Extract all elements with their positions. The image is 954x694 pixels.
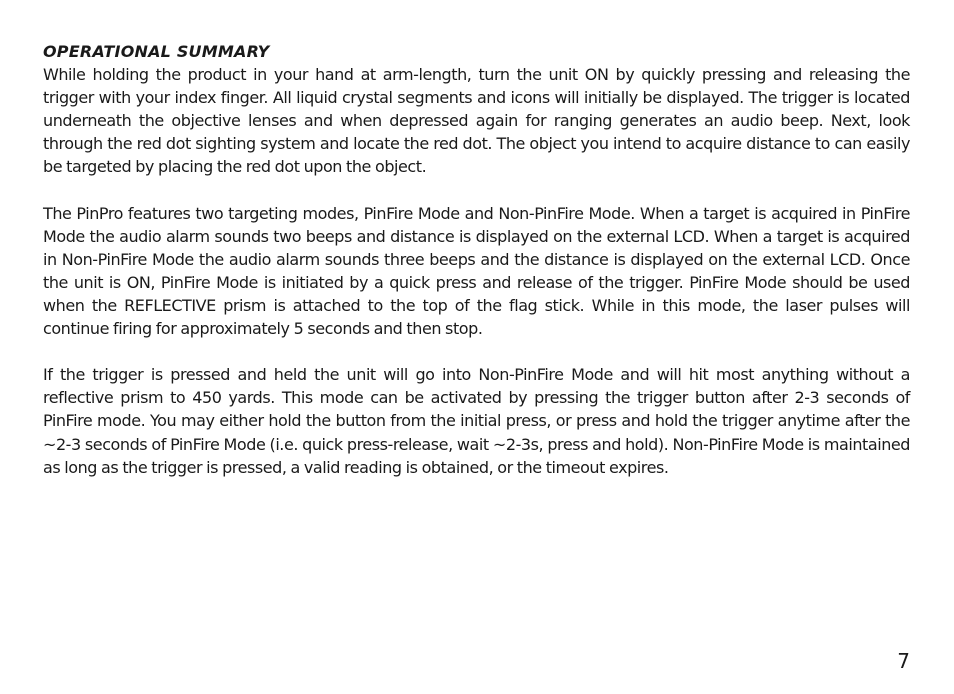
paragraph-gap [43,340,910,363]
paragraph-operation-start: While holding the product in your hand at arm-length, turn the unit ON by quickly pressing and releasing the trigger with your index finger. All liquid crystal segments and icons will initially be displayed. The trigger is located underneath the objective lenses and when depressed again for ranging generates an audio beep. Next, look through the red dot sighting system and locate the red dot. The object you intend to acquire distance to can easily be targeted by placing the red dot upon the object. [43,65,910,177]
document-page [43,40,910,479]
paragraph-non-pinfire-mode: If the trigger is pressed and held the unit will go into Non-PinFire Mode and will hit most anything without a reflective prism to 450 yards. This mode can be activated by pressing the trigger button after 2-3 seconds of PinFire mode. You may either hold the button from the initial press, or press and hold the trigger anytime after the ~2-3 seconds of PinFire Mode (i.e. quick press-release, wait ~2-3s, press and hold). Non-PinFire Mode is maintained as long as the trigger is pressed, a valid reading is obtained, or the timeout expires. [43,365,910,477]
page-number: 7 [897,649,910,673]
paragraph-gap [43,178,910,201]
paragraph-targeting-modes: The PinPro features two targeting modes, PinFire Mode and Non-PinFire Mode. When a target is acquired in PinFire Mode the audio alarm sounds two beeps and distance is displayed on the external LCD. When a target is acquired in Non-PinFire Mode the audio alarm sounds three beeps and the distance is displayed on the external LCD. Once the unit is ON, PinFire Mode is initiated by a quick press and release of the trigger. PinFire Mode should be used when the REFLECTIVE prism is attached to the top of the flag stick. While in this mode, the laser pulses will continue firing for approximately 5 seconds and then stop. [43,203,910,339]
section-heading: OPERATIONAL SUMMARY [43,42,270,61]
